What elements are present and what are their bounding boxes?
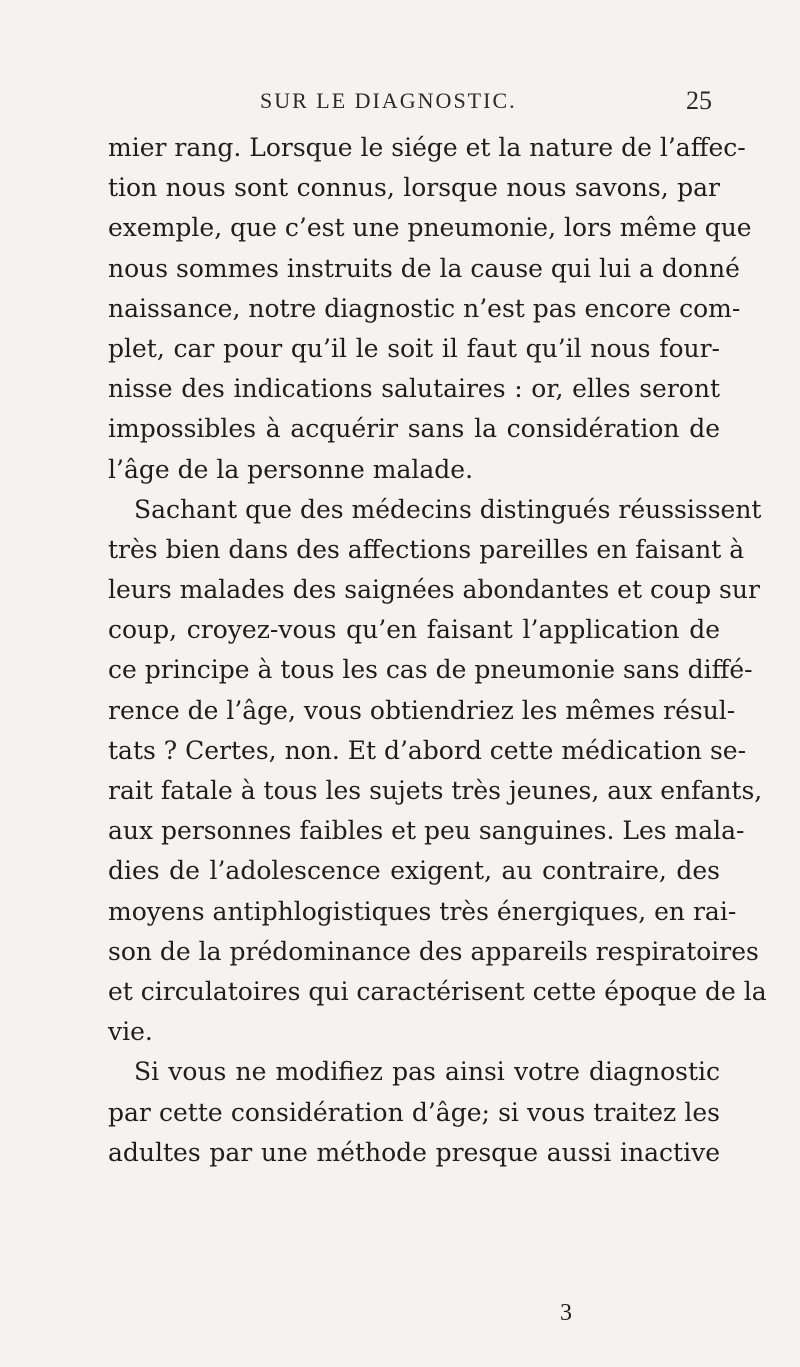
text-line: vie. [108, 1017, 153, 1047]
text-line: tats ? Certes, non. Et d’abord cette médication se- [108, 735, 747, 765]
text-line: tion nous sont connus, lorsque nous savons, par [108, 173, 720, 203]
text-line: et circulatoires qui caractérisent cette époque de la [108, 976, 767, 1006]
text-line: adultes par une méthode presque aussi inactive [108, 1137, 720, 1167]
text-line: coup, croyez-vous qu’en faisant l’application de [108, 615, 720, 645]
text-line: par cette considération d’âge; si vous traitez les [108, 1097, 720, 1127]
text-line: rence de l’âge, vous obtiendriez les mêmes résul- [108, 695, 736, 725]
body-text [108, 128, 767, 1173]
text-line: impossibles à acquérir sans la considération de [108, 414, 720, 444]
signature-mark: 3 [560, 1300, 572, 1326]
text-line: moyens antiphlogistiques très énergiques, en rai- [108, 896, 737, 926]
text-line: nous sommes instruits de la cause qui lui a donné [108, 253, 740, 283]
text-line: son de la prédominance des appareils respiratoires [108, 936, 759, 966]
text-line: l’âge de la personne malade. [108, 454, 474, 484]
page-header [108, 88, 712, 122]
text-line: Sachant que des médecins distingués réussissent [134, 494, 762, 524]
text-line: exemple, que c’est une pneumonie, lors même que [108, 213, 752, 243]
text-line: nisse des indications salutaires : or, elles seront [108, 374, 720, 404]
running-title: SUR LE DIAGNOSTIC. [260, 88, 517, 113]
page-number: 25 [686, 86, 712, 115]
text-line: leurs malades des saignées abondantes et coup sur [108, 575, 760, 605]
text-line: plet, car pour qu’il le soit il faut qu’il nous four- [108, 333, 720, 363]
text-line: rait fatale à tous les sujets très jeunes, aux enfants, [108, 776, 763, 805]
text-line: naissance, notre diagnostic n’est pas encore com- [108, 293, 741, 323]
text-line: aux personnes faibles et peu sanguines. Les mala- [108, 816, 745, 846]
text-line: très bien dans des affections pareilles en faisant à [108, 534, 745, 564]
text-line: Si vous ne modifiez pas ainsi votre diagnostic [134, 1057, 720, 1087]
text-line: dies de l’adolescence exigent, au contraire, des [108, 856, 720, 886]
text-line: mier rang. Lorsque le siége et la nature de l’affec- [108, 133, 746, 162]
text-line: ce principe à tous les cas de pneumonie sans diffé- [108, 655, 753, 685]
